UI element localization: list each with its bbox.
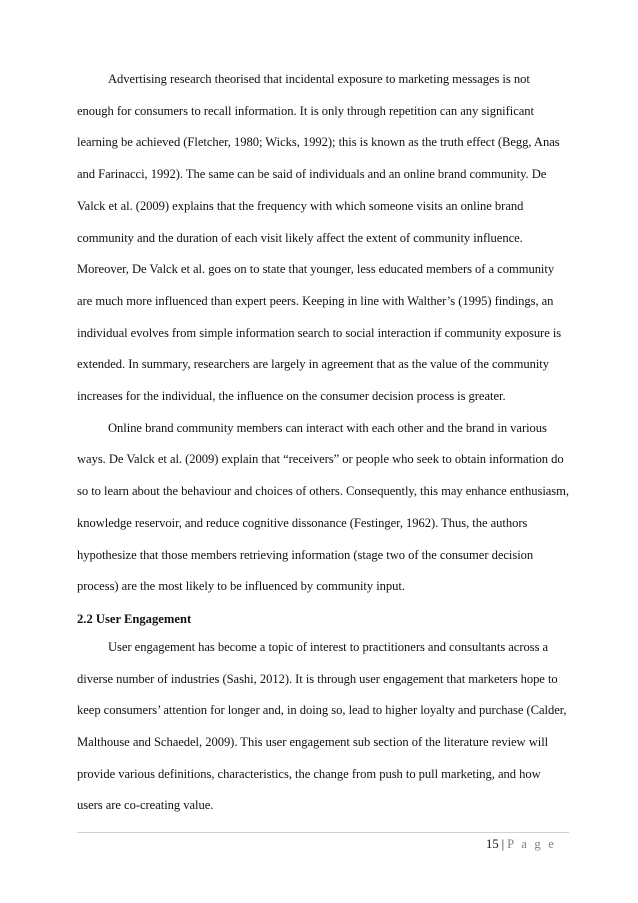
paragraph-incidental-exposure: Advertising research theorised that incidental exposure to marketing messages is not enough for consumers to recall information. It is only through repetition can any significant learning be achieved (Fletcher, 1980; Wicks, 1992); this is known as the truth effect (Begg, Anas and Farinacci, 1992). The same can be said of individuals and an online brand community. De Valck et al. (2009) explains that the frequency with which someone visits an online brand community and the duration of each visit likely affect the extent of community influence. Moreover, De Valck et al. goes on to state that younger, less educated members of a community are much more influenced than expert peers. Keeping in line with Walther’s (1995) findings, an individual evolves from simple information search to social interaction if community exposure is extended. In summary, researchers are largely in agreement that as the value of the community increases for the individual, the influence on the consumer decision process is greater.: [77, 72, 562, 404]
section-heading-user-engagement: 2.2 User Engagement: [77, 611, 192, 626]
footer-separator: |: [501, 837, 505, 851]
paragraph-user-engagement: User engagement has become a topic of interest to practitioners and consultants across a diverse number of industries (Sashi, 2012). It is through user engagement that marketers hope to keep consumers’ attention for longer and, in doing so, lead to higher loyalty and purchase (Calder, Malthouse and Schaedel, 2009). This user engagement sub section of the literature review will provide various definitions, characteristics, the change from push to pull marketing, and how users are co-creating value.: [77, 639, 567, 813]
page-number: 15: [486, 837, 499, 851]
paragraph-community-interaction: Online brand community members can interact with each other and the brand in various ways. De Valck et al. (2009) explain that “receivers” or people who seek to obtain information do so to learn about the behaviour and choices of others. Consequently, this may enhance enthusiasm, knowledge reservoir, and reduce cognitive dissonance (Festinger, 1962). Thus, the authors hypothesize that those members retrieving information (stage two of the consumer decision process) are the most likely to be influenced by community input.: [77, 420, 570, 594]
page-footer: [486, 835, 556, 853]
page-label: P a g e: [507, 837, 556, 851]
page-body: [77, 64, 569, 822]
footer-divider: [77, 832, 569, 833]
